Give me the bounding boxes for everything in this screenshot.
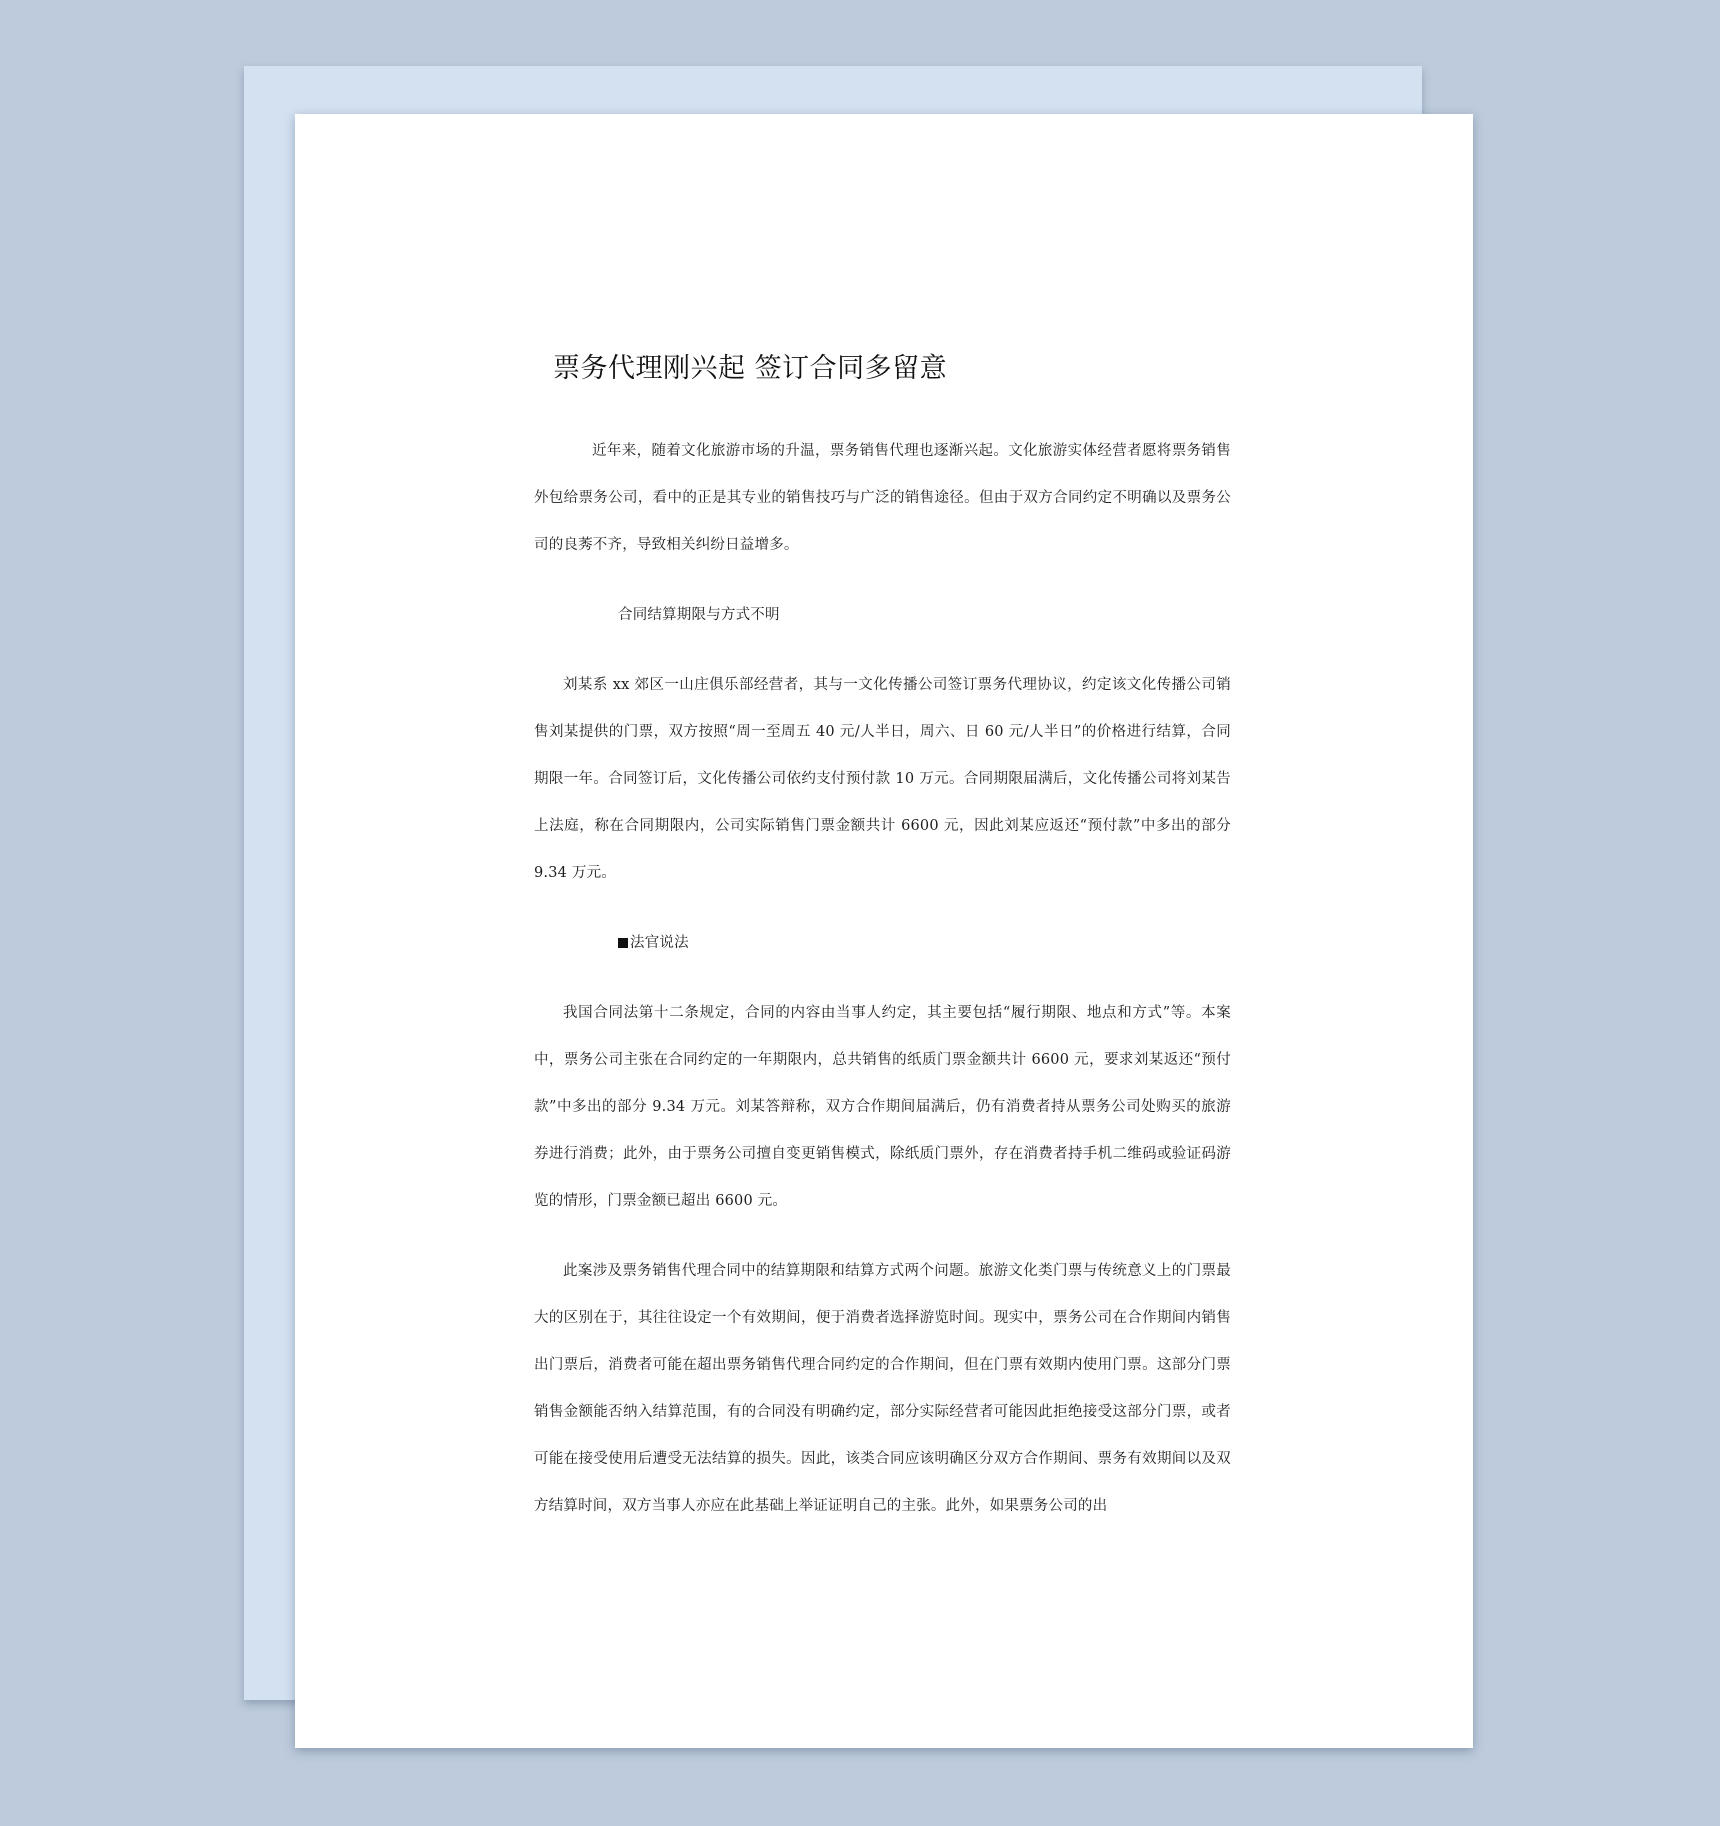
law-paragraph: 我国合同法第十二条规定，合同的内容由当事人约定，其主要包括“履行期限、地点和方式”等。本案中，票务公司主张在合同约定的一年期限内，总共销售的纸质门票金额共计 6600 元，要求刘某返还“预付款”中多出的部分 9.34 万元。刘某答辩称，双方合作期间届满后，仍有消费者持从票务公司处购买的旅游券进行消费；此外，由于票务公司擅自变更销售模式，除纸质门票外，存在消费者持手机二维码或验证码游览的情形，门票金额已超出 6600 元。 (534, 1005, 1231, 1209)
front-page-sheet (295, 114, 1473, 1748)
analysis-paragraph: 此案涉及票务销售代理合同中的结算期限和结算方式两个问题。旅游文化类门票与传统意义上的门票最大的区别在于，其往往设定一个有效期间，便于消费者选择游览时间。现实中，票务公司在合作期间内销售出门票后，消费者可能在超出票务销售代理合同约定的合作期间，但在门票有效期内使用门票。这部分门票销售金额能否纳入结算范围，有的合同没有明确约定，部分实际经营者可能因此拒绝接受这部分门票，或者可能在接受使用后遭受无法结算的损失。因此，该类合同应该明确区分双方合作期间、票务有效期间以及双方结算时间，双方当事人亦应在此基础上举证证明自己的主张。此外，如果票务公司的出 (534, 1263, 1231, 1514)
intro-paragraph: 近年来，随着文化旅游市场的升温，票务销售代理也逐渐兴起。文化旅游实体经营者愿将票务销售外包给票务公司，看中的正是其专业的销售技巧与广泛的销售途径。但由于双方合同约定不明确以及票务公司的良莠不齐，导致相关纠纷日益增多。 (534, 443, 1231, 553)
black-square-icon (618, 938, 628, 948)
case-paragraph: 刘某系 xx 郊区一山庄俱乐部经营者，其与一文化传播公司签订票务代理协议，约定该文化传播公司销售刘某提供的门票，双方按照“周一至周五 40 元/人半日，周六、日 60 元/人半日”的价格进行结算，合同期限一年。合同签订后，文化传播公司依约支付预付款 10 万元。合同期限届满后，文化传播公司将刘某告上法庭，称在合同期限内，公司实际销售门票金额共计 6600 元，因此刘某应返还“预付款”中多出的部分 9.34 万元。 (534, 677, 1231, 881)
document-title: 票务代理刚兴起 签订合同多留意 (553, 353, 948, 384)
section-heading-settlement: 合同结算期限与方式不明 (618, 607, 780, 623)
section-heading-judge-label: 法官说法 (630, 935, 689, 951)
document-body (534, 346, 1231, 1553)
section-heading-judge (534, 920, 1231, 967)
